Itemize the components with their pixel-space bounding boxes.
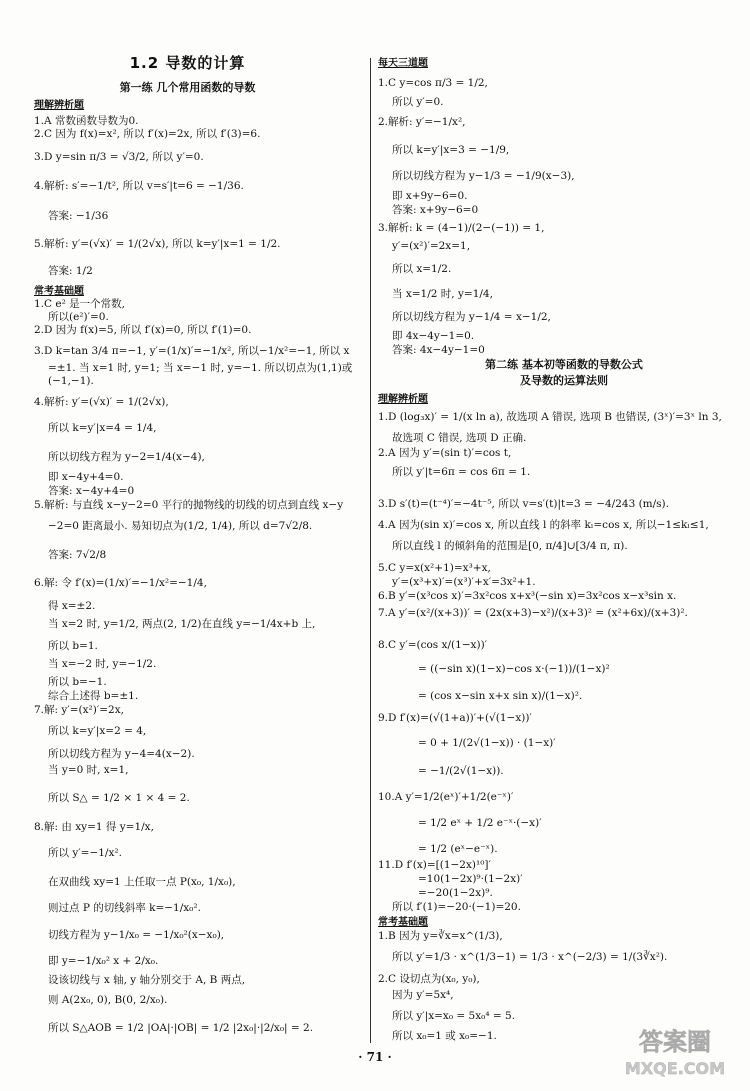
text-line: 得 x=±2. [48, 600, 96, 612]
text-line: 即 x−4y+4=0. [48, 471, 124, 483]
text-line: 所以切线方程为 y−4=4(x−2). [48, 748, 195, 760]
text-line: 2.解析: y′=−1/x², [378, 116, 466, 128]
text-line: =10(1−2x)⁹·(1−2x)′ [418, 873, 523, 885]
text-line: 11.D f′(x)=[(1−2x)¹⁰]′ [378, 859, 491, 871]
text-line: (−1,−1). [48, 375, 94, 387]
text-line: 当 x=2 时, y=1/2, 两点(2, 1/2)在直线 y=−1/4x+b 上, [48, 618, 316, 630]
text-line: 答案: 1/2 [48, 265, 93, 277]
watermark-logo [608, 1020, 742, 1082]
text-line: 切线方程为 y−1/x₀ = −1/x₀²(x−x₀), [48, 929, 225, 941]
text-line: 5.解析: 与直线 x−y−2=0 平行的抛物线的切线的切点到直线 x−y [34, 499, 344, 511]
text-line: y′=(x²)′=2x=1, [392, 240, 471, 252]
text-line: 所以 k=y′|x=4 = 1/4, [48, 422, 157, 434]
text-line: 所以 x₀=1 或 x₀=−1. [392, 1030, 497, 1042]
text-line: 1.A 常数函数导数为0. [34, 115, 139, 127]
text-line: 所以(e²)′=0. [48, 311, 109, 323]
text-line: = 0 + 1/(2√(1−x)) · (1−x)′ [418, 737, 556, 749]
text-line: 2.D 因为 f(x)=5, 所以 f′(x)=0, 所以 f′(1)=0. [34, 324, 252, 336]
text-line: 即 y=−1/x₀² x + 2/x₀. [48, 955, 159, 967]
text-line: 所以 y′|x=x₀ = 5x₀⁴ = 5. [392, 1010, 516, 1022]
text-line: =±1. 当 x=1 时, y=1; 当 x=−1 时, y=−1. 所以切点为(1,1)或 [48, 362, 353, 374]
text-line: 综合上述得 b=±1. [48, 690, 139, 702]
text-line: 所以 x=1/2. [392, 263, 452, 275]
text-line: 1.D (log₃x)′ = 1/(x ln a), 故选项 A 错误, 选项 B 也错误, (3ˣ)′=3ˣ ln 3, [378, 411, 722, 423]
text-line: 3.D k=tan 3/4 π=−1, y′=(1/x)′=−1/x², 所以−1/x²=−1, 所以 x [34, 345, 350, 357]
text-line: 因为 y′=5x⁴, [392, 989, 454, 1001]
text-line: 当 x=1/2 时, y=1/4, [392, 288, 493, 300]
text-line: 4.解析: y′=(√x)′ = 1/(2√x), [34, 396, 169, 408]
text-line: 2.C 因为 f(x)=x², 所以 f′(x)=2x, 所以 f′(3)=6. [34, 128, 261, 140]
text-line: 即 x+9y−6=0. [392, 190, 468, 202]
text-line: 答案: 4x−4y−1=0 [392, 344, 485, 356]
text-line: 10.A y′=1/2(eˣ)′+1/2(e⁻ˣ)′ [378, 791, 514, 803]
text-line: 所以 b=−1. [48, 676, 107, 688]
text-line: 所以 S△ = 1/2 × 1 × 4 = 2. [48, 792, 190, 804]
watermark-line2: MXQE.COM [624, 1059, 726, 1078]
text-line: 所以 k=y′|x=3 = −1/9, [392, 144, 510, 156]
text-line: 所以 b=1. [48, 640, 98, 652]
text-line: 所以 y′|t=6π = cos 6π = 1. [392, 466, 531, 478]
text-line: 所以直线 l 的倾斜角的范围是[0, π/4]∪[3/4 π, π). [392, 540, 628, 552]
text-line: 所以 k=y′|x=2 = 4, [48, 725, 147, 737]
text-line: 3.D y=sin π/3 = √3/2, 所以 y′=0. [34, 151, 204, 163]
text-line: 答案: x−4y+4=0 [48, 485, 135, 497]
text-line: 1.B 因为 y=∛x=x^(1/3), [378, 930, 503, 942]
text-line: = ((−sin x)(1−x)−cos x·(−1))/(1−x)² [418, 663, 610, 675]
text-line: = 1/2 eˣ + 1/2 e⁻ˣ·(−x)′ [418, 817, 542, 829]
text-line: 6.B y′=(x³cos x)′=3x²cos x+x³(−sin x)=3x²cos x−x³sin x. [378, 590, 677, 602]
text-line: 则过点 P 的切线斜率 k=−1/x₀². [48, 902, 201, 914]
text-line: 9.D f′(x)=(√(1+a))′+(√(1−x))′ [378, 712, 532, 724]
text-line: 1.C y=cos π/3 = 1/2, [378, 77, 488, 89]
text-line: 在双曲线 xy=1 上任取一点 P(x₀, 1/x₀), [48, 876, 236, 888]
text-line: 所以 f′(1)=−20·(−1)=20. [392, 901, 521, 913]
text-line: 即 4x−4y−1=0. [392, 330, 475, 342]
page-number: · 71 · [358, 1050, 392, 1064]
text-line: 6.解: 令 f′(x)=(1/x)′=−1/x²=−1/4, [34, 577, 207, 589]
text-line: 8.C y′=(cos x/(1−x))′ [378, 639, 488, 651]
text-line: 所以 y′=0. [392, 96, 444, 108]
text-line: 所以切线方程为 y−2=1/4(x−4), [48, 451, 205, 463]
column-divider [370, 58, 371, 1043]
text-line: 答案: x+9y−6=0 [392, 204, 479, 216]
text-line: 3.解析: k = (4−1)/(2−(−1)) = 1, [378, 222, 545, 234]
section-heading: 常考基础题 [34, 286, 84, 297]
text-line: 2.C 设切点为(x₀, y₀), [378, 973, 480, 985]
text-line: = 1/2 (eˣ−e⁻ˣ). [418, 843, 498, 855]
text-line: 所以切线方程为 y−1/4 = x−1/2, [392, 311, 551, 323]
text-line: = (cos x−sin x+x sin x)/(1−x)². [418, 690, 583, 702]
text-line: 3.D s′(t)=(t⁻⁴)′=−4t⁻⁵, 所以 v=s′(t)|t=3 = −4/243 (m/s). [378, 498, 669, 510]
text-line: 所以 y′=−1/x². [48, 847, 122, 859]
text-line: 4.解析: s′=−1/t², 所以 v=s′|t=6 = −1/36. [34, 180, 244, 192]
text-line: 2.A 因为 y′=(sin t)′=cos t, [378, 447, 512, 459]
exercise-heading: 及导数的运算法则 [520, 374, 608, 387]
text-line: 所以 S△AOB = 1/2 |OA|·|OB| = 1/2 |2x₀|·|2/x₀| = 2. [48, 1022, 314, 1034]
exercise-heading: 第二练 基本初等函数的导数公式 [485, 358, 643, 371]
text-line: y′=(x³+x)′=(x³)′+x′=3x²+1. [392, 576, 536, 588]
text-line: 5.C y=x(x²+1)=x³+x, [378, 562, 491, 574]
text-line: =−20(1−2x)⁹. [418, 887, 493, 899]
text-line: 4.A 因为(sin x)′=cos x, 所以直线 l 的斜率 kₗ=cos x, 所以−1≤kₗ≤1, [378, 519, 709, 531]
text-line: 8.解: 由 xy=1 得 y=1/x, [34, 821, 154, 833]
text-line: 当 y=0 时, x=1, [48, 764, 129, 776]
text-line: 则 A(2x₀, 0), B(0, 2/x₀). [48, 994, 168, 1006]
text-line: = −1/(2√(1−x)). [418, 765, 504, 777]
text-line: 当 x=−2 时, y=−1/2. [48, 658, 157, 670]
text-line: 1.C e² 是一个常数, [34, 298, 125, 310]
section-heading: 每天三道题 [378, 58, 428, 69]
exercise-heading: 第一练 几个常用函数的导数 [119, 81, 256, 94]
text-line: 所以 y′=1/3 · x^(1/3−1) = 1/3 · x^(−2/3) = 1/(3∛x²). [392, 951, 668, 963]
text-line: 答案: −1/36 [48, 210, 109, 222]
text-line: 7.A y′=(x²/(x+3))′ = (2x(x+3)−x²)/(x+3)² = (x²+6x)/(x+3)². [378, 607, 688, 619]
page-title: 1.2 导数的计算 [129, 54, 246, 72]
section-heading: 理解辨析题 [34, 100, 84, 111]
text-line: 5.解析: y′=(√x)′ = 1/(2√x), 所以 k=y′|x=1 = 1/2. [34, 238, 281, 250]
section-heading: 常考基础题 [378, 917, 428, 928]
watermark-line1: 答案圈 [639, 1028, 711, 1056]
text-line: 7.解: y′=(x²)′=2x, [34, 704, 124, 716]
section-heading: 理解辨析题 [378, 394, 428, 405]
text-line: 答案: 7√2/8 [48, 549, 107, 561]
text-line: −2=0 距离最小. 易知切点为(1/2, 1/4), 所以 d=7√2/8. [48, 520, 313, 532]
text-line: 故选项 C 错误, 选项 D 正确. [392, 432, 527, 444]
text-line: 设该切线与 x 轴, y 轴分别交于 A, B 两点, [48, 974, 246, 986]
text-line: 所以切线方程为 y−1/3 = −1/9(x−3), [392, 170, 575, 182]
